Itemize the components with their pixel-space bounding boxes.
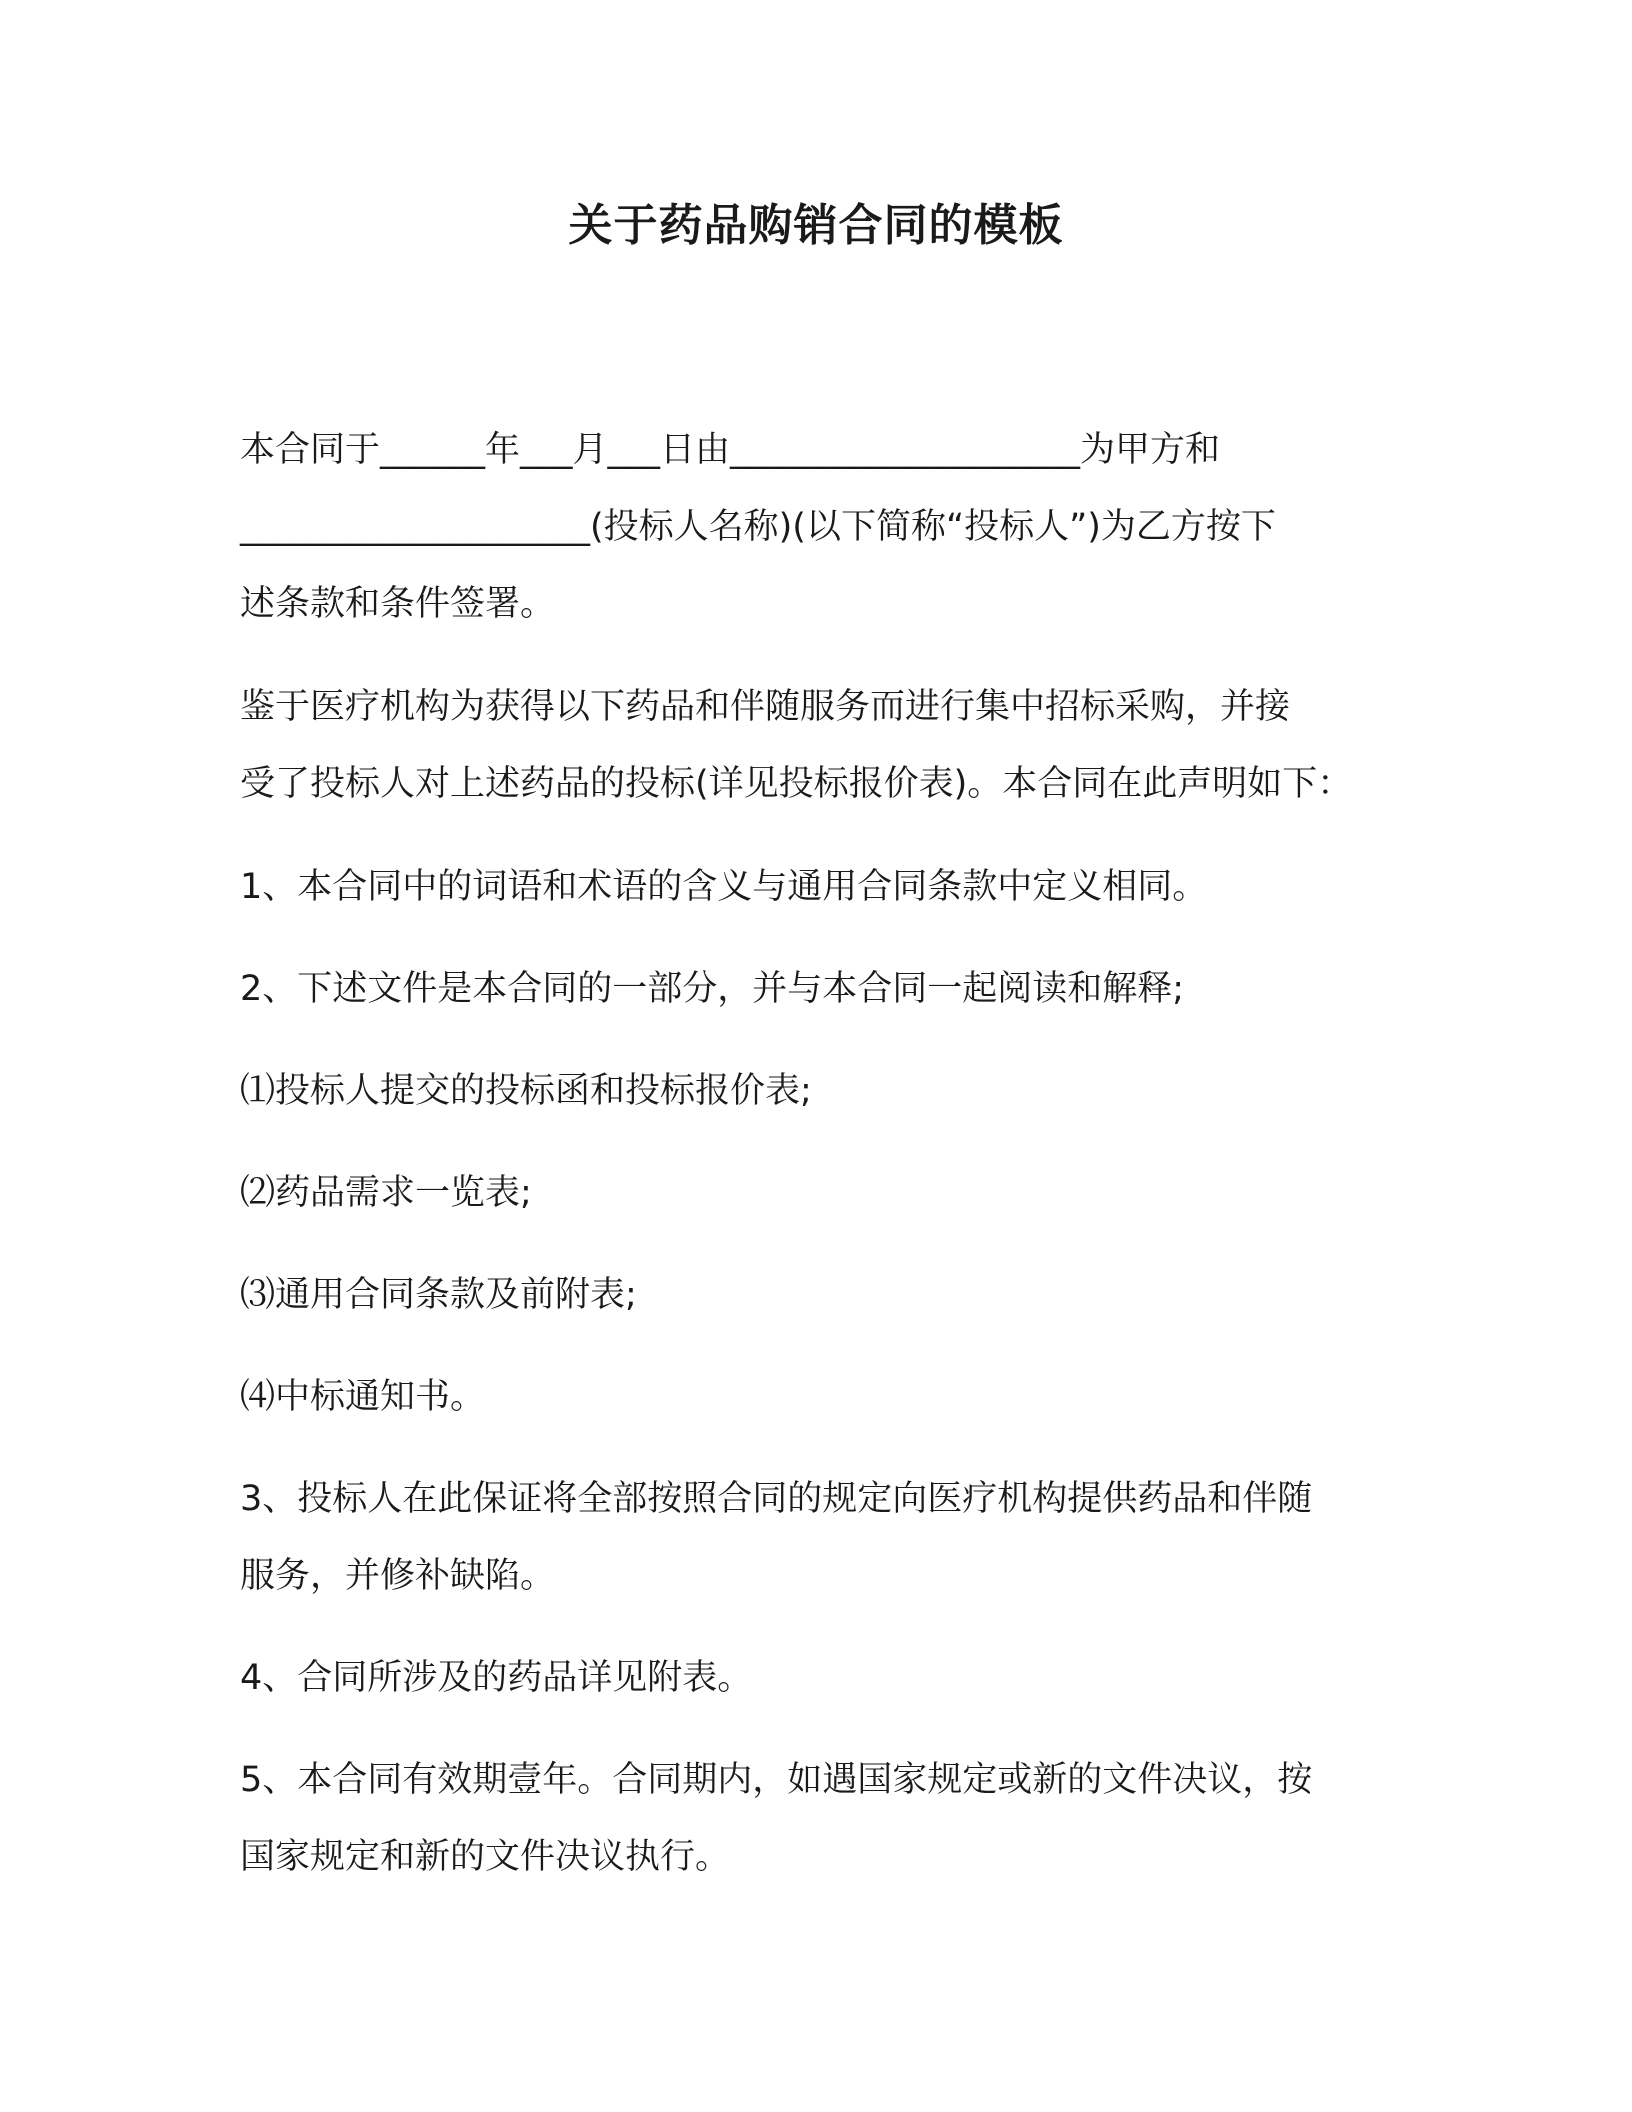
text-line: ⑴投标人提交的投标函和投标报价表; (240, 1071, 812, 1111)
text-line: ____________________(投标人名称)(以下简称“投标人”)为乙方按下 (240, 507, 1276, 547)
text-line: 本合同于______年___月___日由____________________为甲方和 (240, 430, 1221, 470)
text-line: 3、投标人在此保证将全部按照合同的规定向医疗机构提供药品和伴随 (240, 1479, 1313, 1519)
text-line: ⑵药品需求一览表; (240, 1173, 532, 1213)
sub-item-1 (240, 1053, 1400, 1130)
sub-item-2 (240, 1155, 1400, 1232)
document-body (240, 412, 1400, 1896)
text-line: 受了投标人对上述药品的投标(详见投标报价表)。本合同在此声明如下： (240, 764, 1353, 804)
clause-4 (240, 1640, 1400, 1717)
text-line: ⑷中标通知书。 (240, 1377, 486, 1417)
paragraph-parties (240, 412, 1400, 643)
text-line: 服务，并修补缺陷。 (240, 1556, 556, 1596)
clause-1 (240, 849, 1400, 926)
text-line: 述条款和条件签署。 (240, 584, 556, 624)
text-line: 国家规定和新的文件决议执行。 (240, 1837, 731, 1877)
sub-item-3 (240, 1257, 1400, 1334)
text-line: 鉴于医疗机构为获得以下药品和伴随服务而进行集中招标采购，并接 (240, 687, 1291, 727)
text-line: 4、合同所涉及的药品详见附表。 (240, 1658, 753, 1698)
paragraph-recital (240, 669, 1400, 823)
sub-item-4 (240, 1359, 1400, 1436)
text-line: 5、本合同有效期壹年。合同期内，如遇国家规定或新的文件决议，按 (240, 1760, 1313, 1800)
clause-2 (240, 951, 1400, 1028)
clause-3 (240, 1461, 1400, 1615)
text-line: 2、下述文件是本合同的一部分，并与本合同一起阅读和解释; (240, 969, 1185, 1009)
text-line: ⑶通用合同条款及前附表; (240, 1275, 637, 1315)
document-title: 关于药品购销合同的模板 (568, 200, 1064, 251)
text-line: 1、本合同中的词语和术语的含义与通用合同条款中定义相同。 (240, 867, 1208, 907)
clause-5 (240, 1742, 1400, 1896)
